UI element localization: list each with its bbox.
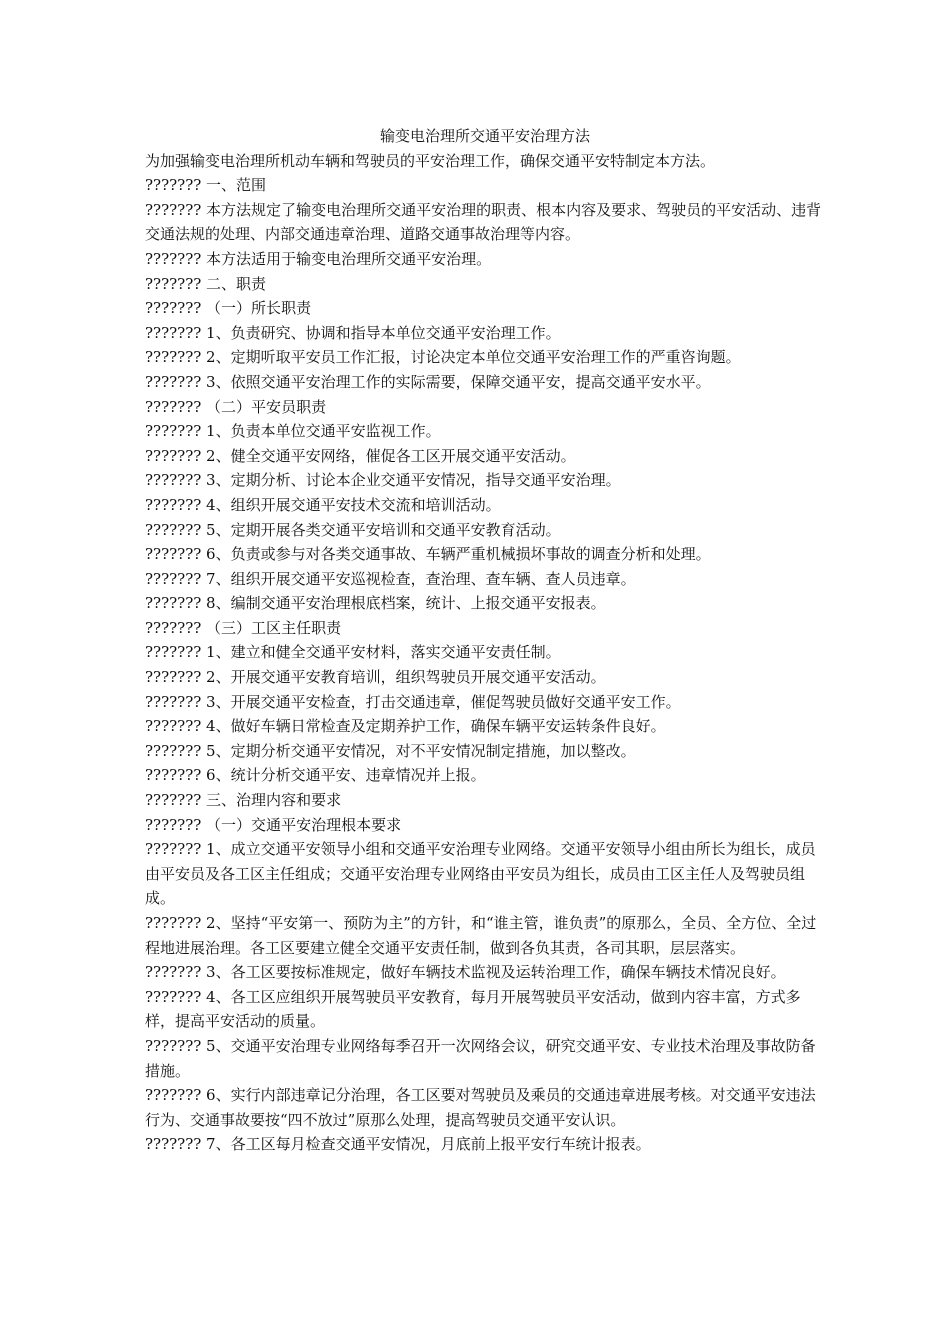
document-body (145, 124, 825, 1157)
paragraph: ??????? 本方法适用于输变电治理所交通平安治理。 (145, 249, 492, 268)
paragraph: ??????? 5、定期开展各类交通平安培训和交通平安教育活动。 (145, 520, 561, 539)
paragraph: ??????? 6、统计分析交通平安、违章情况并上报。 (145, 766, 486, 785)
paragraph: ??????? 2、坚持“平安第一、预防为主”的方针，和“谁主管，谁负责”的原那么，全员、全方位、全过程地进展治理。各工区要建立健全交通平安责任制，做到各负其责，各司其职，层层落实。 (145, 914, 817, 957)
paragraph: ??????? 4、做好车辆日常检查及定期养护工作，确保车辆平安运转条件良好。 (145, 717, 666, 736)
paragraph: ??????? 4、各工区应组织开展驾驶员平安教育，每月开展驾驶员平安活动，做到内容丰富，方式多样，提高平安活动的质量。 (145, 987, 801, 1031)
paragraph: ??????? 6、负责或参与对各类交通事故、车辆严重机械损坏事故的调查分析和处理。 (145, 545, 711, 564)
paragraph: ??????? 3、依照交通平安治理工作的实际需要，保障交通平安，提高交通平安水平。 (145, 372, 711, 391)
paragraph: ??????? 2、健全交通平安网络，催促各工区开展交通平安活动。 (145, 446, 576, 465)
paragraph: ??????? 一、范围 (145, 176, 267, 195)
paragraph: ??????? 二、职责 (145, 274, 267, 293)
paragraph: ??????? 1、负责本单位交通平安监视工作。 (145, 422, 441, 441)
document-title: 输变电治理所交通平安治理方法 (379, 127, 590, 145)
paragraph: ??????? （二）平安员职责 (145, 397, 327, 416)
paragraph: 为加强输变电治理所机动车辆和驾驶员的平安治理工作，确保交通平安特制定本方法。 (145, 151, 716, 170)
paragraph: ??????? 三、治理内容和要求 (145, 791, 342, 810)
paragraph: ??????? 5、交通平安治理专业网络每季召开一次网络会议，研究交通平安、专业技术治理及事故防备措施。 (145, 1036, 816, 1080)
paragraph: ??????? （三）工区主任职责 (145, 618, 342, 637)
paragraph: ??????? 1、负责研究、协调和指导本单位交通平安治理工作。 (145, 323, 561, 342)
paragraph: ??????? 本方法规定了输变电治理所交通平安治理的职责、根本内容及要求、驾驶员的平安活动、违背交通法规的处理、内部交通违章治理、道路交通事故治理等内容。 (145, 200, 822, 244)
paragraph: ??????? 7、组织开展交通平安巡视检查，查治理、查车辆、查人员违章。 (145, 569, 636, 588)
paragraph: ??????? 7、各工区每月检查交通平安情况，月底前上报平安行车统计报表。 (145, 1135, 651, 1154)
paragraph: ??????? （一）所长职责 (145, 299, 312, 318)
paragraph: ??????? （一）交通平安治理根本要求 (145, 815, 402, 834)
paragraph: ??????? 5、定期分析交通平安情况，对不平安情况制定措施，加以整改。 (145, 741, 636, 760)
paragraph: ??????? 2、定期听取平安员工作汇报，讨论决定本单位交通平安治理工作的严重咨询题。 (145, 348, 741, 367)
paragraph: ??????? 6、实行内部违章记分治理，各工区要对驾驶员及乘员的交通违章进展考核。对交通平安违法行为、交通事故要按“四不放过”原那么处理，提高驾驶员交通平安认识。 (145, 1086, 816, 1129)
paragraph: ??????? 1、成立交通平安领导小组和交通平安治理专业网络。交通平安领导小组由所长为组长，成员由平安员及各工区主任组成；交通平安治理专业网络由平安员为组长，成员由工区主任人及驾驶员组成。 (145, 840, 816, 908)
paragraph: ??????? 1、建立和健全交通平安材料，落实交通平安责任制。 (145, 643, 561, 662)
paragraph: ??????? 3、各工区要按标准规定，做好车辆技术监视及运转治理工作，确保车辆技术情况良好。 (145, 963, 786, 982)
paragraph: ??????? 2、开展交通平安教育培训，组织驾驶员开展交通平安活动。 (145, 668, 606, 687)
paragraph: ??????? 4、组织开展交通平安技术交流和培训活动。 (145, 495, 501, 514)
paragraph: ??????? 8、编制交通平安治理根底档案，统计、上报交通平安报表。 (145, 594, 606, 613)
paragraph: ??????? 3、定期分析、讨论本企业交通平安情况，指导交通平安治理。 (145, 471, 621, 490)
paragraph: ??????? 3、开展交通平安检查，打击交通违章，催促驾驶员做好交通平安工作。 (145, 692, 681, 711)
